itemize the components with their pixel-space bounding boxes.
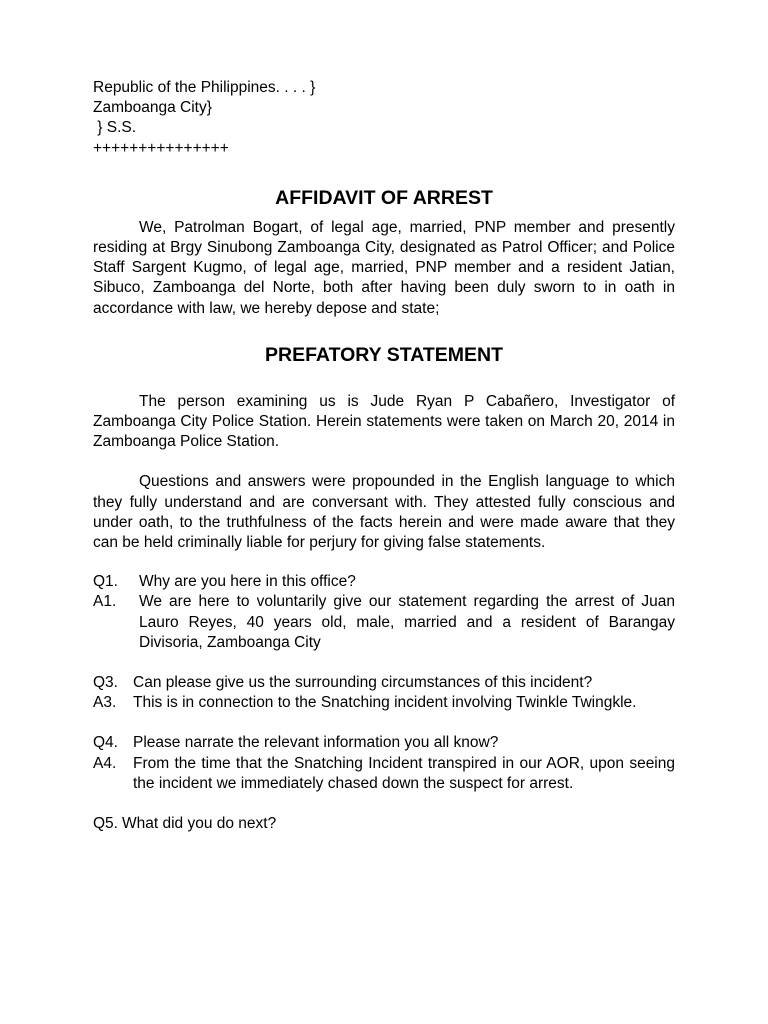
answer-text: We are here to voluntarily give our statement regarding the arrest of Juan Lauro Reyes, 40 years old, male, married and a resident of Barangay Divisoria, Zamboanga City <box>139 593 675 651</box>
intro-paragraph: We, Patrolman Bogart, of legal age, married, PNP member and presently residing at Brgy Sinubong Zamboanga City, designated as Patrol Officer; and Police Staff Sargent Kugmo, of legal age, married, PNP member and a resident Jatian, Sibuco, Zamboanga del Norte, both after having been duly sworn to in oath in accordance with law, we hereby depose and state; <box>93 218 675 317</box>
question-tag: Q1. <box>93 573 118 591</box>
answer-3 <box>93 693 675 713</box>
question-tag: Q4. <box>93 734 118 752</box>
answer-tag: A1. <box>93 593 117 611</box>
answer-text: From the time that the Snatching Incident transpired in our AOR, upon seeing the incident we immediately chased down the suspect for arrest. <box>133 754 675 792</box>
header-separator: +++++++++++++++ <box>93 139 229 157</box>
answer-text: This is in connection to the Snatching incident involving Twinkle Twingkle. <box>133 694 637 712</box>
answer-tag: A3. <box>93 694 117 712</box>
header-republic: Republic of the Philippines. . . . } <box>93 79 316 96</box>
examiner-paragraph: The person examining us is Jude Ryan P Cabañero, Investigator of Zamboanga City Police Station. Herein statements were taken on March 20, 2014 in Zamboanga Police Station. <box>93 392 675 451</box>
header-city: Zamboanga City} <box>93 99 212 117</box>
question-tag: Q5. <box>93 815 118 833</box>
answer-4 <box>93 754 675 794</box>
question-1 <box>93 572 675 592</box>
answer-1 <box>93 592 675 653</box>
question-text: Why are you here in this office? <box>139 573 356 591</box>
question-tag: Q3. <box>93 674 118 692</box>
question-4 <box>93 733 675 753</box>
header-ss: } S.S. <box>93 119 137 137</box>
prefatory-title: PREFATORY STATEMENT <box>265 343 503 366</box>
question-text: What did you do next? <box>121 815 277 833</box>
language-paragraph: Questions and answers were propounded in the English language to which they fully understand and are conversant with. They attested fully conscious and under oath, to the truthfulness of the facts herein and were made aware that they can be held criminally liable for perjury for giving false statements. <box>93 473 675 552</box>
affidavit-document <box>93 78 675 834</box>
question-3 <box>93 673 675 693</box>
affidavit-title: AFFIDAVIT OF ARREST <box>275 186 493 209</box>
jurisdiction-header <box>93 78 675 159</box>
question-text: Please narrate the relevant information you all know? <box>133 734 499 752</box>
question-text: Can please give us the surrounding circumstances of this incident? <box>133 674 593 692</box>
answer-tag: A4. <box>93 754 117 772</box>
question-5 <box>93 814 675 834</box>
